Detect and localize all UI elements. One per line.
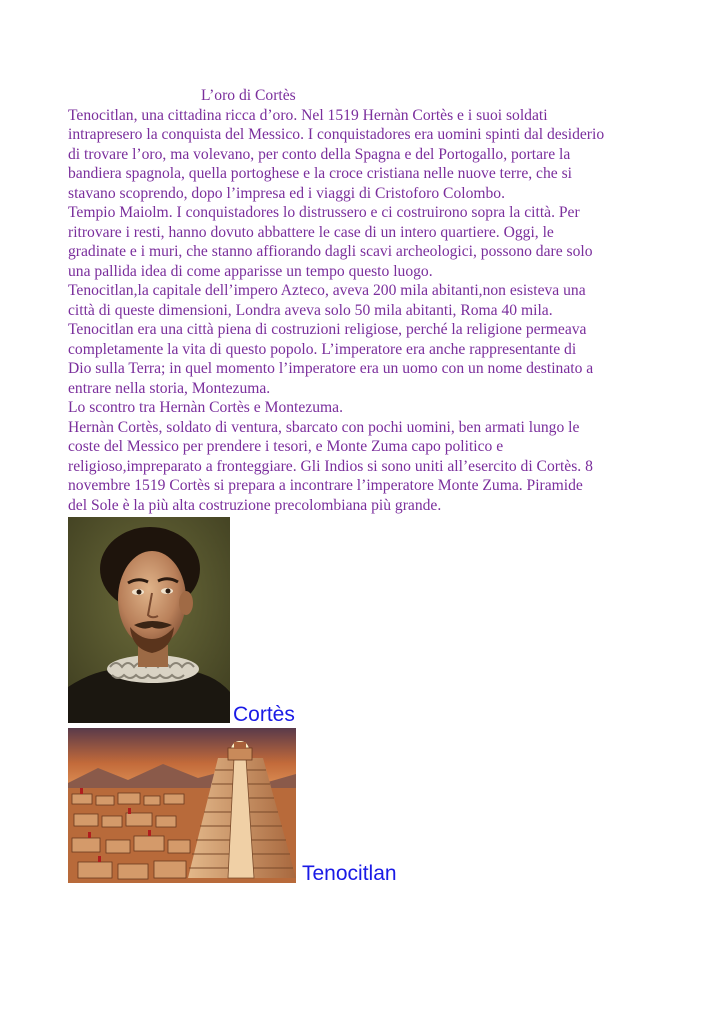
text-line: città di queste dimensioni, Londra aveva solo 50 mila abitanti, Roma 40 mila. xyxy=(68,301,553,319)
tenocitlan-caption: Tenocitlan xyxy=(302,862,397,885)
text-line: Tenocitlan era una città piena di costruzioni religiose, perché la religione permeava xyxy=(68,321,587,338)
text-line: gradinate e i muri, che stanno affiorando dagli scavi archeologici, possono dare solo xyxy=(68,243,593,260)
text-line: ritrovare i resti, hanno dovuto abbattere le case di un intero quartiere. Oggi, le xyxy=(68,223,554,241)
cortes-caption: Cortès xyxy=(233,703,295,726)
text-line: coste del Messico per prendere i tesori, e Monte Zuma capo politico e xyxy=(68,438,504,455)
text-line: bandiera spagnola, quella portoghese e la croce cristiana nelle nuove terre, che si xyxy=(68,165,572,182)
text-line: Dio sulla Terra; in quel momento l’imperatore era un uomo con un nome destinato a xyxy=(68,360,594,377)
text-line: del Sole è la più alta costruzione precolombiana più grande. xyxy=(68,496,442,514)
text-line: Tempio Maiolm. I conquistadores lo distrussero e ci costruirono sopra la città. Per xyxy=(68,204,580,221)
text-line: novembre 1519 Cortès si prepara a incontrare l’imperatore Monte Zuma. Piramide xyxy=(68,477,583,494)
text-line: Tenocitlan, una cittadina ricca d’oro. Nel 1519 Hernàn Cortès e i suoi soldati xyxy=(68,106,548,124)
text-line: Tenocitlan,la capitale dell’impero Azteco, aveva 200 mila abitanti,non esisteva una xyxy=(68,282,586,299)
cortes-portrait-image xyxy=(68,517,230,723)
text-line: intrapresero la conquista del Messico. I conquistadores era uomini spinti dal desiderio xyxy=(68,126,605,143)
text-line: stavano scoprendo, dopo l’impresa ed i viaggi di Cristoforo Colombo. xyxy=(68,184,505,202)
text-line: Hernàn Cortès, soldato di ventura, sbarcato con pochi uomini, ben armati lungo le xyxy=(68,418,580,436)
text-line: una pallida idea di come apparisse un tempo questo luogo. xyxy=(68,262,433,280)
article-title: L’oro di Cortès xyxy=(201,87,296,104)
text-line: Lo scontro tra Hernàn Cortès e Montezuma. xyxy=(68,399,343,416)
text-line: entrare nella storia, Montezuma. xyxy=(68,379,271,397)
text-line: religioso,impreparato a fronteggiare. Gli Indios si sono uniti all’esercito di Cortès. 8 xyxy=(68,457,593,475)
text-line: completamente la vita di questo popolo. L’imperatore era anche rappresentante di xyxy=(68,340,577,358)
article-text xyxy=(68,86,668,515)
tenocitlan-scene-image xyxy=(68,728,296,883)
text-line: di trovare l’oro, ma volevano, per conto della Spagna e del Portogallo, portare la xyxy=(68,145,571,163)
